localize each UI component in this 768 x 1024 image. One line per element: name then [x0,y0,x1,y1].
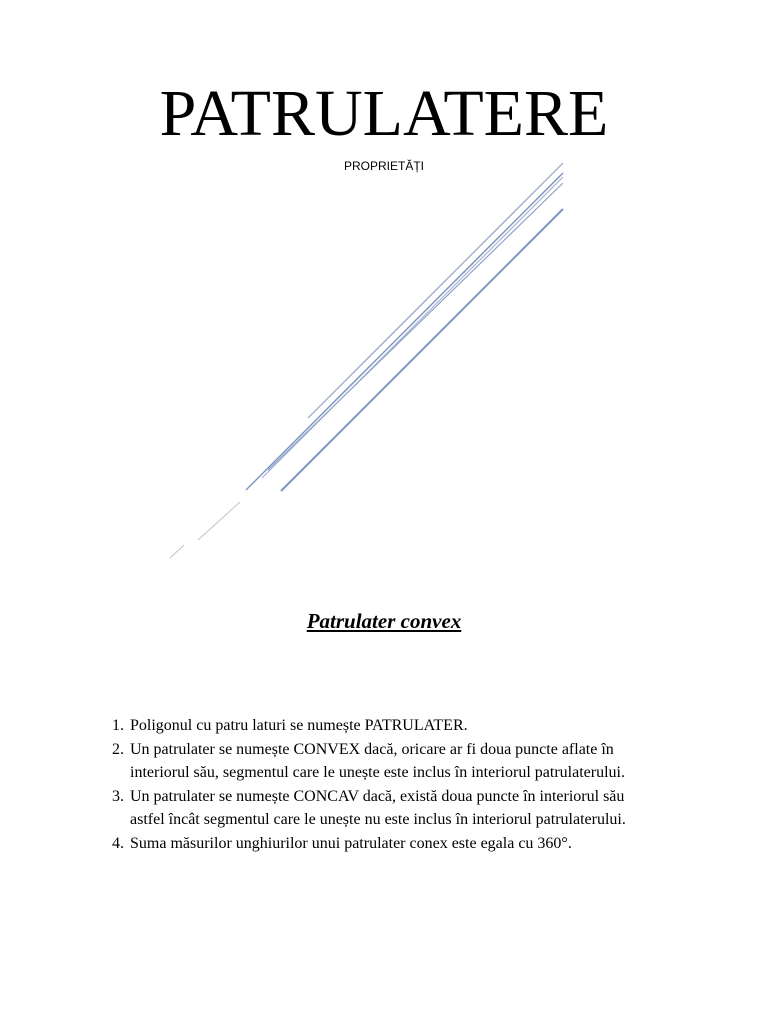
decor-line-5 [281,209,563,491]
list-item-line: Un patrulater se numește CONVEX dacă, oricare ar fi doua puncte aflate în [130,740,614,758]
list-item [112,785,732,832]
section-heading: Patrulater convex [306,609,462,633]
document-subtitle: PROPRIETĂȚI [343,159,424,173]
decor-line-7 [170,545,184,558]
list-item [112,714,732,738]
list-number: 3. [112,787,124,805]
list-number: 1. [112,717,124,734]
decor-line-2 [246,173,563,490]
document-title: PATRULATERE [159,77,609,150]
list-item-line: Poligonul cu patru laturi se numește PATRULATER. [130,717,468,734]
decor-line-1 [308,163,563,418]
decor-line-6 [198,502,240,540]
list-number: 4. [112,834,124,852]
decor-line-4 [268,183,563,470]
list-item [112,832,732,856]
list-item-line: Suma măsurilor unghiurilor unui patrulater conex este egala cu 360°. [130,834,572,852]
list-item-line: Un patrulater se numește CONCAV dacă, există doua puncte în interiorul său [130,787,625,805]
list-item [112,738,732,785]
list-item-line: interiorul său, segmentul care le unește este inclus în interiorul patrulaterului. [130,764,625,781]
list-number: 2. [112,740,124,758]
properties-list [112,714,732,855]
list-item-line: astfel încât segmentul care le unește nu este inclus în interiorul patrulaterului. [130,811,626,828]
decor-line-3 [262,177,563,478]
